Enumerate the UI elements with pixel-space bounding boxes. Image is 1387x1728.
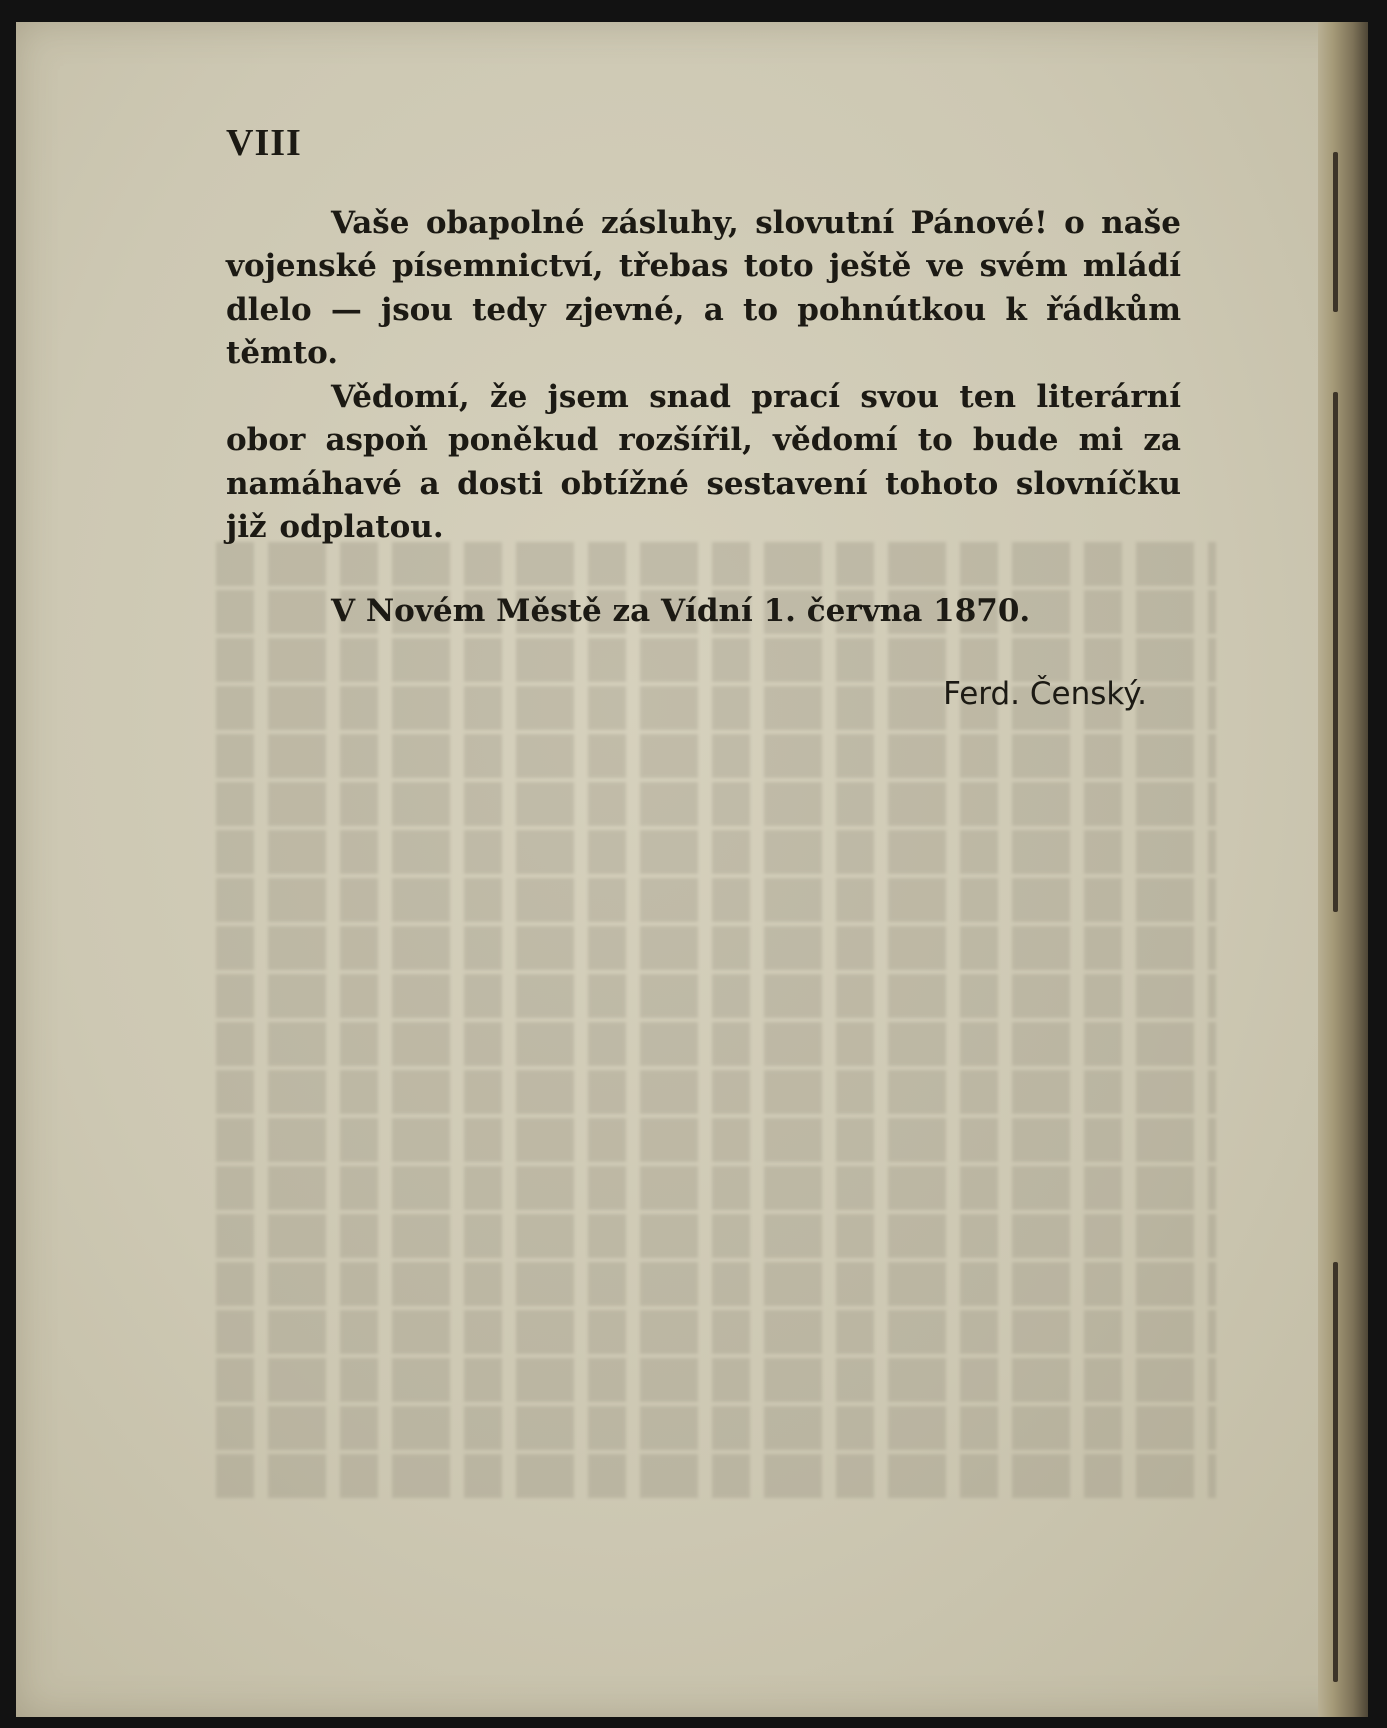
dateline: V Novém Městě za Vídní 1. června 1870. [331,592,1031,629]
book-spine [1318,22,1368,1717]
book-page [16,22,1368,1717]
binding-thread [1333,152,1338,312]
paragraph: Vaše obapolné zásluhy, slovutní Pánové! o naše vojenské písemnictví, třebas toto ještě ve svém mládí dlelo — jsou tedy zjevné, a to pohnútkou k řádkům těmto. [226,204,1181,371]
page-text [226,122,1181,717]
page-number: VIII [226,122,302,164]
paragraph: Vědomí, že jsem snad prací svou ten literární obor aspoň poněkud rozšířil, vědomí to bude mi za namáhavé a dosti obtížné sestavení tohoto slovníčku již odplatou. [226,378,1181,545]
binding-thread [1333,392,1338,912]
signature: Ferd. Čenský. [943,676,1147,712]
binding-thread [1333,1262,1338,1682]
